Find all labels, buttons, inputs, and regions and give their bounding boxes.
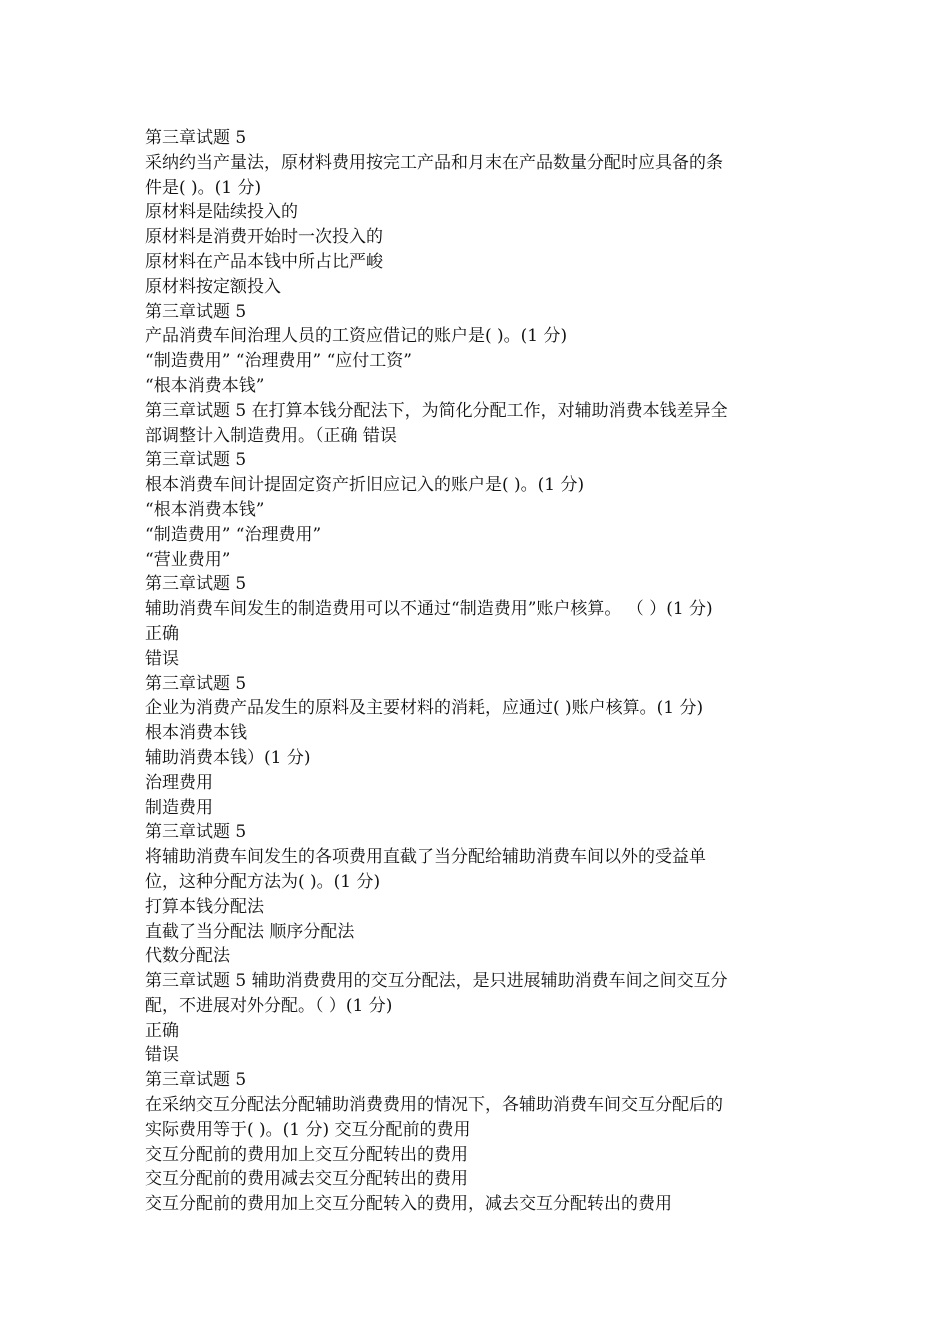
question-text: 在采纳交互分配法分配辅助消费费用的情况下，各辅助消费车间交互分配后的 [145, 1095, 723, 1116]
answer-option: 交互分配前的费用加上交互分配转入的费用，减去交互分配转出的费用 [145, 1194, 672, 1215]
section-heading: 第三章试题 5 在打算本钱分配法下，为简化分配工作，对辅助消费本钱差异全 [145, 400, 728, 421]
answer-option: “制造费用” “治理费用” [145, 524, 322, 545]
question-text: 采纳约当产量法，原材料费用按完工产品和月末在产品数量分配时应具备的条 [145, 152, 723, 173]
answer-option: “制造费用” “治理费用” “应付工资” [145, 351, 412, 372]
section-heading: 第三章试题 5 [145, 574, 247, 595]
answer-option: 原材料在产品本钱中所占比严峻 [145, 251, 383, 272]
question-text: 辅助消费车间发生的制造费用可以不通过“制造费用”账户核算。 （ ）(1 分) [145, 599, 713, 620]
answer-option: “根本消费本钱” [145, 499, 265, 520]
answer-option: 交互分配前的费用加上交互分配转出的费用 [145, 1144, 468, 1165]
answer-option: 原材料按定额投入 [145, 276, 281, 297]
answer-option: 错误 [145, 648, 179, 669]
question-text: 企业为消费产品发生的原料及主要材料的消耗，应通过( )账户核算。(1 分) [145, 698, 704, 719]
question-text: 产品消费车间治理人员的工资应借记的账户是( )。(1 分) [145, 326, 568, 347]
section-heading: 第三章试题 5 辅助消费费用的交互分配法，是只进展辅助消费车间之间交互分 [145, 971, 728, 992]
question-text: 件是( )。(1 分) [145, 177, 262, 198]
answer-option: “营业费用” [145, 549, 231, 570]
answer-option: 代数分配法 [145, 946, 230, 967]
section-heading: 第三章试题 5 [145, 673, 247, 694]
document-body [145, 126, 805, 1217]
answer-option: 正确 [145, 1020, 179, 1041]
section-heading: 第三章试题 5 [145, 822, 247, 843]
answer-option: 交互分配前的费用减去交互分配转出的费用 [145, 1169, 468, 1190]
answer-option: “根本消费本钱” [145, 375, 265, 396]
answer-option: 直截了当分配法 顺序分配法 [145, 921, 355, 942]
section-heading: 第三章试题 5 [145, 301, 247, 322]
section-heading: 第三章试题 5 [145, 1070, 247, 1091]
answer-option: 制造费用 [145, 797, 213, 818]
question-text: 位，这种分配方法为( )。(1 分) [145, 871, 381, 892]
section-heading: 第三章试题 5 [145, 128, 247, 148]
answer-option: 治理费用 [145, 772, 213, 793]
section-heading: 第三章试题 5 [145, 450, 247, 471]
question-text: 根本消费车间计提固定资产折旧应记入的账户是( )。(1 分) [145, 475, 585, 496]
question-text: 将辅助消费车间发生的各项费用直截了当分配给辅助消费车间以外的受益单 [145, 847, 706, 868]
question-text: 实际费用等于( )。(1 分) 交互分配前的费用 [145, 1119, 471, 1140]
question-text: 配，不进展对外分配。（ ）(1 分) [145, 995, 393, 1016]
question-text: 部调整计入制造费用。（正确 错误 [145, 425, 397, 446]
answer-option: 原材料是消费开始时一次投入的 [145, 227, 383, 248]
answer-option: 正确 [145, 623, 179, 644]
answer-option: 打算本钱分配法 [145, 896, 264, 917]
answer-option: 错误 [145, 1045, 179, 1066]
answer-option: 原材料是陆续投入的 [145, 202, 298, 223]
answer-option: 辅助消费本钱）(1 分) [145, 747, 311, 768]
answer-option: 根本消费本钱 [145, 723, 247, 744]
